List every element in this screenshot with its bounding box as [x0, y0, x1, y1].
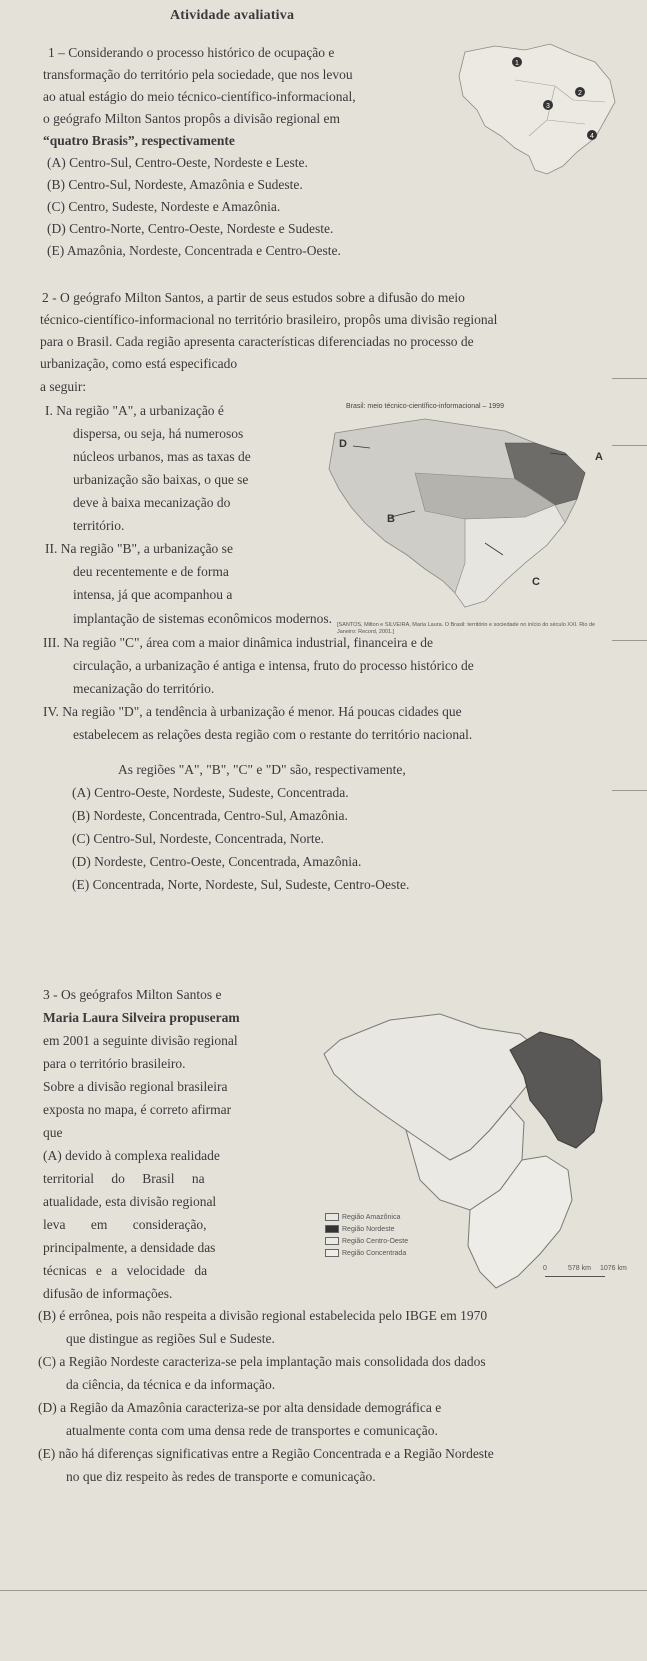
q2-option-a[interactable]: (A) Centro-Oeste, Nordeste, Sudeste, Concentrada. [72, 785, 349, 800]
q2-item-1: território. [73, 518, 125, 533]
q3-option-b[interactable]: que distingue as regiões Sul e Sudeste. [66, 1331, 275, 1346]
q2-item-1: núcleos urbanos, mas as taxas de [73, 449, 251, 464]
q3-intro-line: Sobre a divisão regional brasileira [43, 1079, 228, 1094]
q2-intro-line: a seguir: [40, 379, 87, 394]
legend-swatch-icon [325, 1225, 339, 1233]
worksheet-title: Atividade avaliativa [170, 8, 295, 23]
margin-rule [612, 640, 647, 641]
q3-intro-line: que [43, 1125, 63, 1140]
legend-swatch-icon [325, 1249, 339, 1257]
legend-swatch-icon [325, 1213, 339, 1221]
q3-option-c[interactable]: (C) a Região Nordeste caracteriza-se pela implantação mais consolidada dos dados [38, 1354, 486, 1369]
q1-line: o geógrafo Milton Santos propôs a divisão regional em [43, 111, 340, 126]
q2-item-2: implantação de sistemas econômicos modernos. [73, 611, 333, 626]
q2-map-source: [SANTOS, Milton e SILVEIRA, Maria Laura. O Brasil: território e sociedade no início do século XXI. Rio de Janeiro: Record, 2001.] [337, 622, 596, 635]
q2-item-1: dispersa, ou seja, há numerosos [73, 426, 244, 441]
legend-label: Região Concentrada [342, 1249, 407, 1257]
q1-map-country-outline [459, 44, 615, 174]
q3-option-a[interactable]: leva em consideração, [43, 1217, 207, 1232]
q2-item-1: deve à baixa mecanização do [73, 495, 231, 510]
q2-item-3: III. Na região "C", área com a maior dinâmica industrial, financeira e de [43, 635, 433, 650]
q1-line: transformação do território pela sociedade, que nos levou [43, 67, 353, 82]
q1-option-a[interactable]: (A) Centro-Sul, Centro-Oeste, Nordeste e Leste. [47, 155, 308, 170]
q3-legend-nordeste [325, 1225, 395, 1233]
q2-map-title: Brasil: meio técnico-científico-informacional – 1999 [346, 403, 504, 410]
legend-label: Região Amazônica [342, 1213, 401, 1221]
q3-legend-centro-oeste [325, 1237, 408, 1245]
q2-map-label-c: C [532, 576, 540, 588]
q2-intro-line: técnico-científico-informacional no território brasileiro, propôs uma divisão regional [40, 312, 498, 327]
q2-item-1: I. Na região "A", a urbanização é [45, 403, 224, 418]
q2-item-2: deu recentemente e de forma [73, 564, 229, 579]
q1-line: 1 – Considerando o processo histórico de ocupação e [48, 45, 335, 60]
q1-line: ao atual estágio do meio técnico-científico-informacional, [43, 89, 356, 104]
q3-option-a[interactable]: técnicas e a velocidade da [43, 1263, 208, 1278]
q3-option-e[interactable]: no que diz respeito às redes de transporte e comunicação. [66, 1469, 376, 1484]
q2-map-region-c [455, 505, 565, 607]
q2-item-1: urbanização são baixas, o que se [73, 472, 249, 487]
q1-map-number: 3 [546, 103, 550, 110]
q3-intro-line: exposta no mapa, é correto afirmar [43, 1102, 232, 1117]
q3-option-d[interactable]: (D) a Região da Amazônia caracteriza-se por alta densidade demográfica e [38, 1400, 442, 1415]
q3-option-e[interactable]: (E) não há diferenças significativas entre a Região Concentrada e a Região Nordeste [38, 1446, 494, 1461]
q3-option-b[interactable]: (B) é errônea, pois não respeita a divisão regional estabelecida pelo IBGE em 1970 [38, 1308, 488, 1323]
q2-map-label-d: D [339, 438, 347, 450]
q2-item-3: circulação, a urbanização é antiga e intensa, fruto do processo histórico de [73, 658, 474, 673]
q2-map-label-b: B [387, 513, 395, 525]
q2-map-label-a: A [595, 451, 603, 463]
q3-option-a[interactable]: principalmente, a densidade das [43, 1240, 216, 1255]
legend-swatch-icon [325, 1237, 339, 1245]
q2-option-c[interactable]: (C) Centro-Sul, Nordeste, Concentrada, Norte. [72, 831, 324, 846]
q3-legend-amazonica [325, 1213, 400, 1221]
legend-label: Região Nordeste [342, 1225, 395, 1233]
q2-option-d[interactable]: (D) Nordeste, Centro-Oeste, Concentrada, Amazônia. [72, 854, 362, 869]
q2-intro-line: para o Brasil. Cada região apresenta características diferenciadas no processo de [40, 334, 474, 349]
q3-option-a[interactable]: difusão de informações. [43, 1286, 173, 1301]
q2-intro-line: 2 - O geógrafo Milton Santos, a partir de seus estudos sobre a difusão do meio [42, 290, 465, 305]
q1-option-e[interactable]: (E) Amazônia, Nordeste, Concentrada e Centro-Oeste. [47, 243, 341, 258]
q3-intro-line: Maria Laura Silveira propuseram [43, 1010, 240, 1025]
q2-item-2: intensa, já que acompanhou a [73, 587, 233, 602]
q2-brazil-region-map [315, 413, 615, 625]
margin-rule [612, 790, 647, 791]
q2-item-4: estabelecem as relações desta região com o restante do território nacional. [73, 727, 473, 742]
margin-rule [612, 378, 647, 379]
q2-item-2: II. Na região "B", a urbanização se [45, 541, 233, 556]
q2-option-e[interactable]: (E) Concentrada, Norte, Nordeste, Sul, Sudeste, Centro-Oeste. [72, 877, 410, 892]
q1-map-number: 2 [578, 90, 582, 97]
q2-option-b[interactable]: (B) Nordeste, Concentrada, Centro-Sul, Amazônia. [72, 808, 348, 823]
q3-option-c[interactable]: da ciência, da técnica e da informação. [66, 1377, 276, 1392]
q3-option-a[interactable]: territorial do Brasil na [43, 1171, 205, 1186]
q3-legend-concentrada [325, 1249, 406, 1257]
q1-option-d[interactable]: (D) Centro-Norte, Centro-Oeste, Nordeste e Sudeste. [47, 221, 334, 236]
q3-scale-mid: 578 km [568, 1265, 591, 1272]
q3-scale-zero: 0 [543, 1265, 547, 1272]
q1-line: “quatro Brasis”, respectivamente [43, 133, 235, 148]
q2-intro-line: urbanização, como está especificado [40, 356, 238, 371]
q3-scale-end: 1076 km [600, 1265, 627, 1272]
q3-option-a[interactable]: atualidade, esta divisão regional [43, 1194, 217, 1209]
q1-option-b[interactable]: (B) Centro-Sul, Nordeste, Amazônia e Sudeste. [47, 177, 303, 192]
q3-intro-line: 3 - Os geógrafos Milton Santos e [43, 987, 222, 1002]
q1-map-number: 4 [590, 133, 594, 140]
bottom-rule [0, 1590, 647, 1591]
q1-map-number: 1 [515, 60, 519, 67]
q3-option-a[interactable]: (A) devido à complexa realidade [43, 1148, 220, 1163]
q2-item-3: mecanização do território. [73, 681, 215, 696]
q3-intro-line: em 2001 a seguinte divisão regional [43, 1033, 238, 1048]
q3-intro-line: para o território brasileiro. [43, 1056, 186, 1071]
q3-scale-bar [545, 1276, 605, 1277]
q1-option-c[interactable]: (C) Centro, Sudeste, Nordeste e Amazônia. [47, 199, 281, 214]
q2-question: As regiões "A", "B", "C" e "D" são, respectivamente, [118, 762, 406, 777]
q1-brazil-outline-map [455, 40, 620, 180]
q2-item-4: IV. Na região "D", a tendência à urbanização é menor. Há poucas cidades que [43, 704, 462, 719]
legend-label: Região Centro-Oeste [342, 1237, 409, 1245]
margin-rule [612, 445, 647, 446]
q3-option-d[interactable]: atualmente conta com uma densa rede de transportes e comunicação. [66, 1423, 438, 1438]
